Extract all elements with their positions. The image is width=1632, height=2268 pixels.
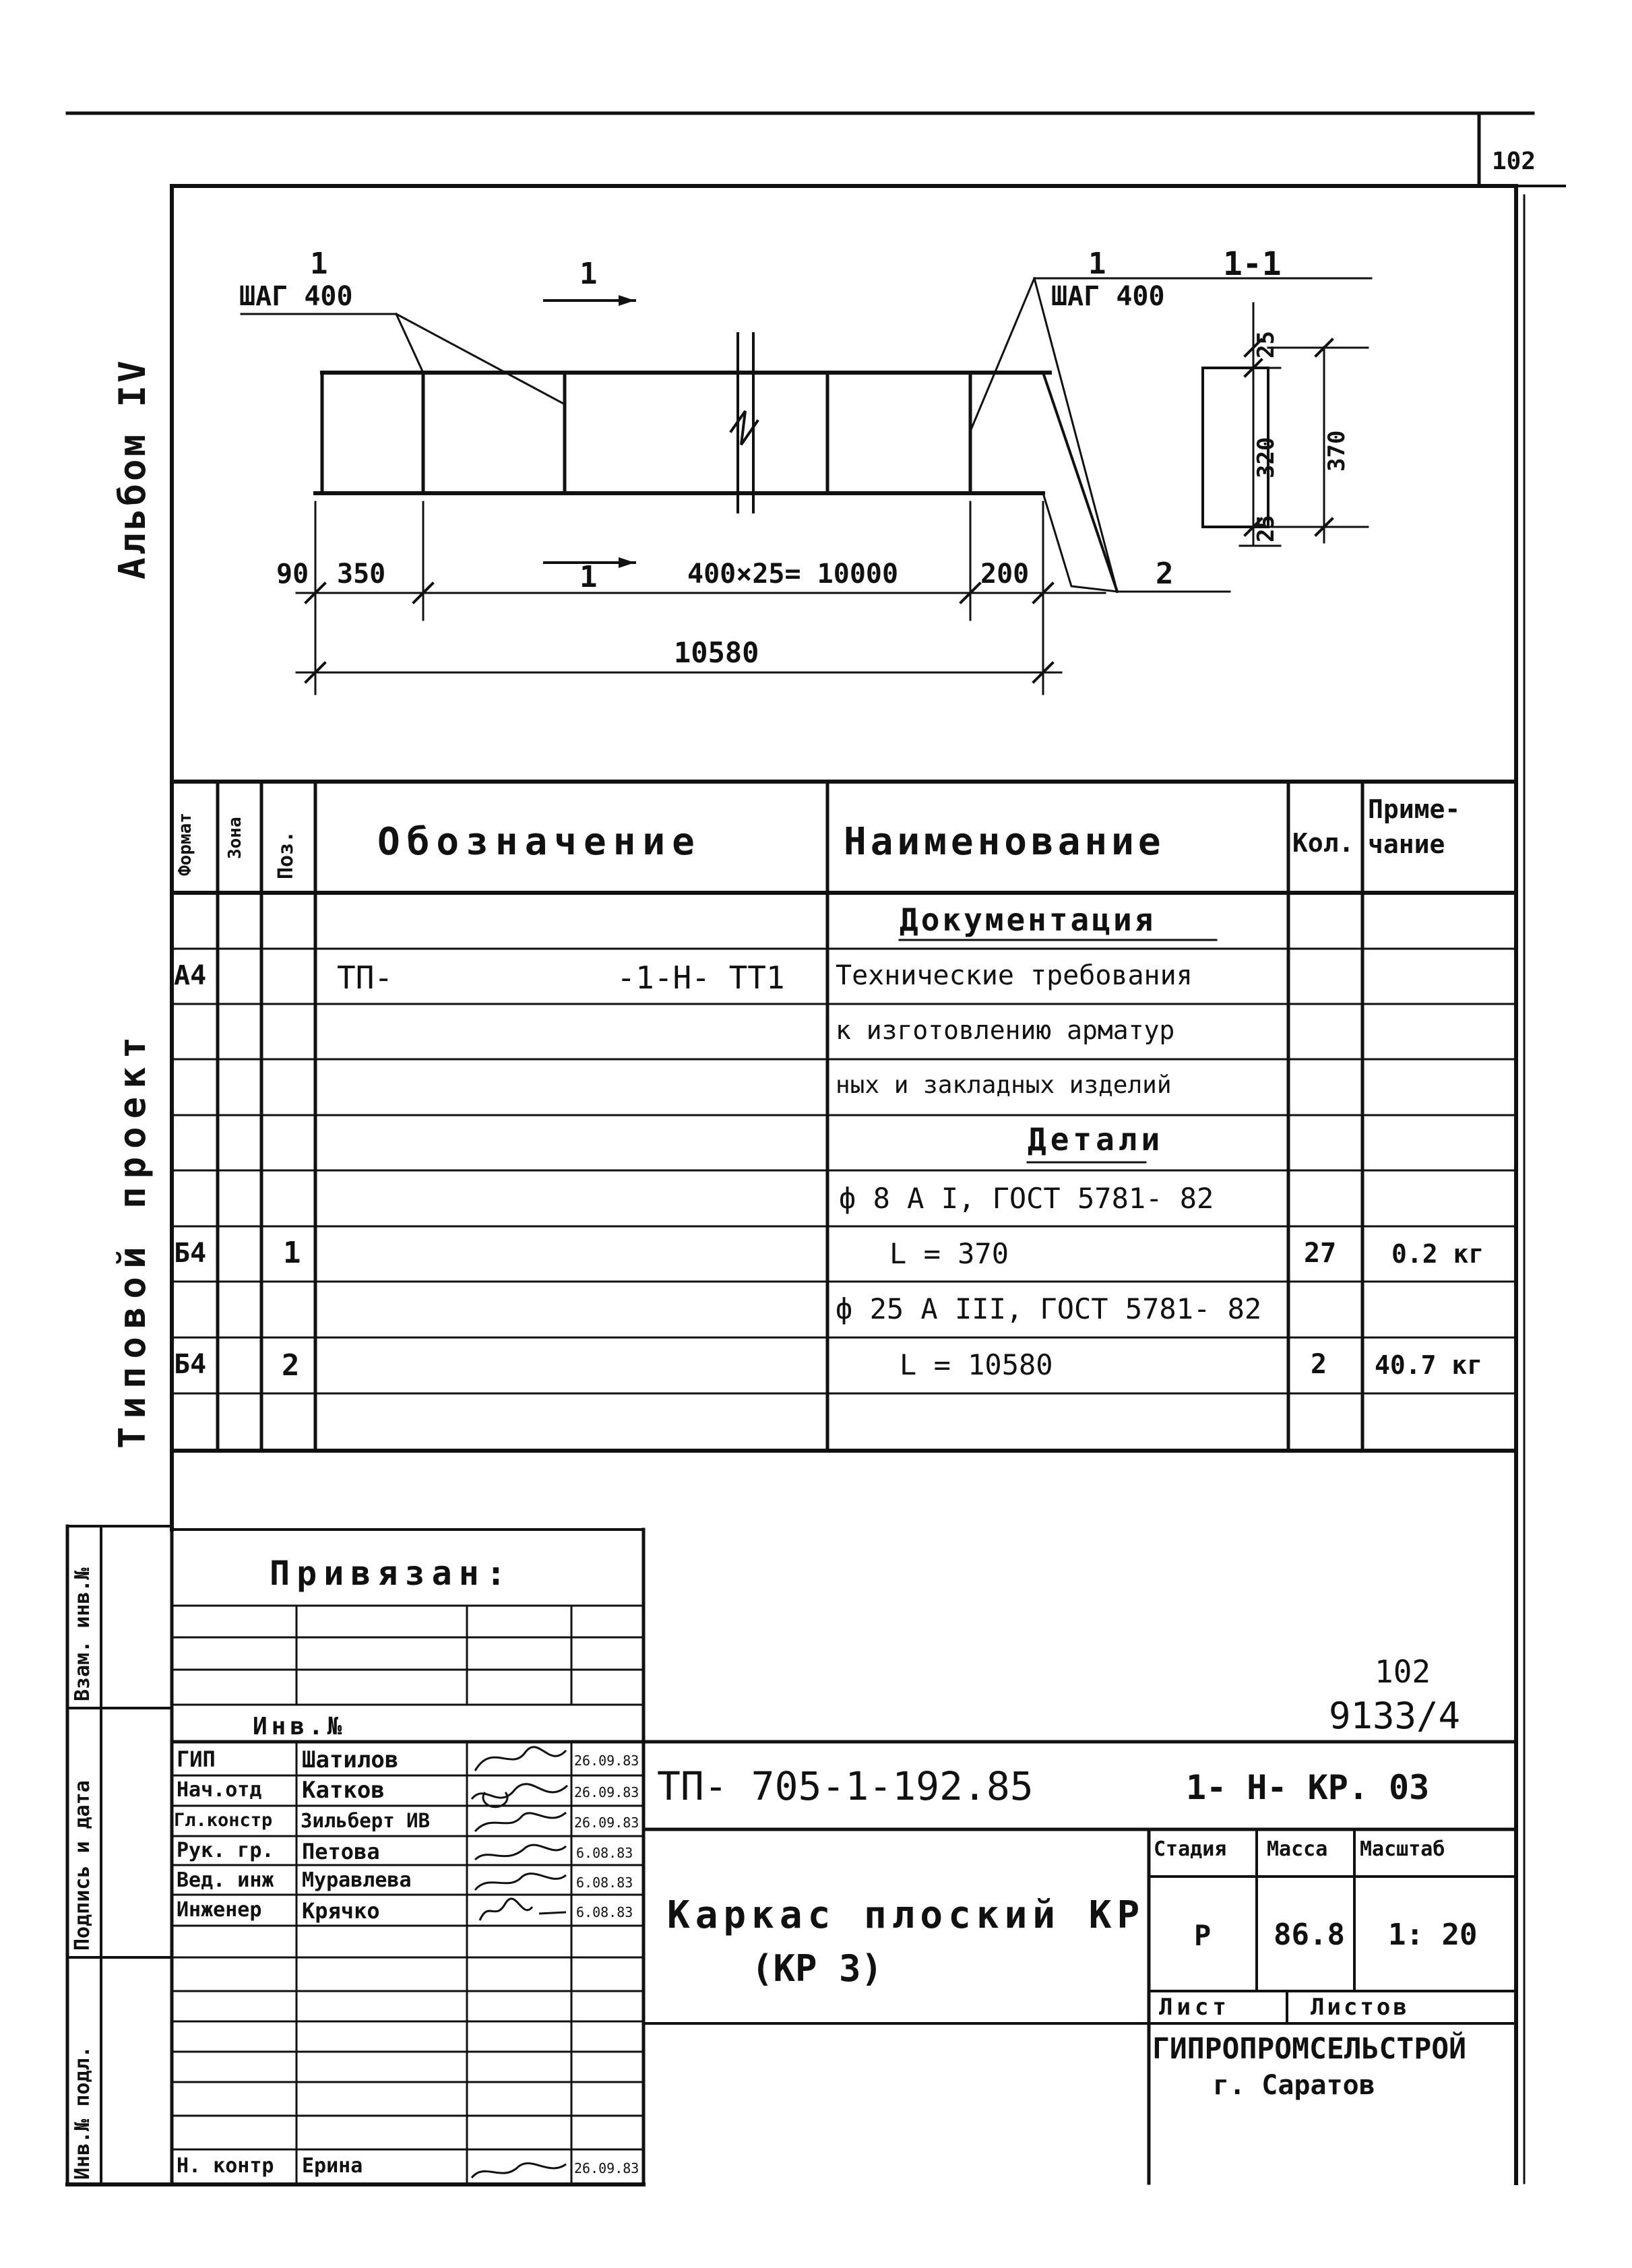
dim-90: 90 [276, 559, 309, 590]
organization-city: г. Саратов [1213, 2070, 1375, 2101]
section-mark-bottom: 1 [579, 560, 598, 594]
header-format: Формат [175, 813, 195, 876]
sec-dim-320: 320 [1253, 437, 1280, 478]
row-pos: 1 [283, 1236, 301, 1270]
row-name: ных и закладных изделий [836, 1071, 1172, 1099]
signatures [472, 1747, 567, 2178]
signer-name: Шатилов [302, 1746, 399, 1773]
header-pos: Поз. [274, 830, 298, 879]
sec-dim-25-bottom: 25 [1253, 515, 1280, 542]
side-label-inv-vzam: Взам. инв.№ [71, 1567, 94, 1701]
section-1-1-title: 1-1 [1223, 245, 1282, 283]
signer-role: Вед. инж [177, 1868, 274, 1892]
dim-200: 200 [980, 559, 1030, 590]
side-label-podpis-data: Подпись и дата [71, 1780, 94, 1951]
signer-role: Инженер [177, 1898, 262, 1922]
signer-role: Н. контр [177, 2154, 274, 2178]
row-name: L = 370 [889, 1237, 1009, 1270]
header-note: Приме-чание [1368, 794, 1461, 859]
signer-role: Гл.констр [174, 1810, 273, 1831]
row-name: к изготовлению арматур [836, 1015, 1175, 1045]
stage-value: Р [1194, 1919, 1212, 1952]
side-label-inv-podl: Инв.№ подл. [71, 2046, 94, 2180]
document-code-suffix: 1- Н- КР. 03 [1186, 1768, 1430, 1807]
header-qty: Кол. [1292, 828, 1354, 858]
row-name: L = 10580 [900, 1348, 1053, 1381]
dim-span: 400×25= 10000 [687, 559, 899, 590]
signer-date: 6.08.83 [576, 1875, 633, 1891]
dim-total: 10580 [674, 636, 759, 669]
row-designation: ТП- -1-Н- ТТ1 [337, 959, 785, 996]
signer-role: Нач.отд [177, 1778, 262, 1802]
row-format: А4 [174, 960, 207, 991]
row-format: Б4 [174, 1238, 207, 1269]
drawing-title: Каркас плоский КР [667, 1893, 1145, 1937]
mass-value: 86.8 [1274, 1918, 1345, 1952]
signer-date: 6.08.83 [576, 1845, 633, 1861]
signer-role: Рук. гр. [177, 1839, 274, 1862]
leader-right-number: 1 [1088, 247, 1106, 281]
signer-date: 26.09.83 [574, 1815, 639, 1831]
row-name: ф 25 А III, ГОСТ 5781- 82 [836, 1292, 1262, 1325]
row-name: Технические требования [836, 960, 1193, 991]
stamp-sheet-ref: 102 [1375, 1653, 1431, 1690]
sheets-label: Листов [1311, 1994, 1410, 2021]
side-label-project: Типовой проект [111, 1028, 154, 1449]
row-pos: 2 [282, 1348, 300, 1383]
row-note: 0.2 кг [1391, 1239, 1484, 1269]
scale-value: 1: 20 [1388, 1918, 1478, 1952]
header-name: Наименование [844, 820, 1165, 864]
leader-right-text: ШАГ 400 [1051, 281, 1165, 312]
page-number: 102 [1492, 148, 1536, 175]
inv-number-label: Инв.№ [253, 1713, 346, 1740]
signer-name: Катков [302, 1777, 385, 1804]
signer-name: Петова [302, 1839, 380, 1864]
signer-name: Зильберт ИВ [301, 1809, 431, 1832]
dim-350: 350 [337, 559, 386, 590]
row-name: Документация [900, 902, 1156, 938]
sec-dim-25-top: 25 [1253, 331, 1280, 358]
side-label-album: Альбом IV [111, 358, 154, 579]
signer-date: 6.08.83 [576, 1904, 633, 1920]
row-qty: 2 [1311, 1349, 1327, 1380]
stamp-archive-number: 9133/4 [1329, 1695, 1461, 1737]
scale-label: Масштаб [1360, 1837, 1445, 1861]
signer-name: Крячко [302, 1898, 380, 1924]
leader-left-text: ШАГ 400 [239, 281, 353, 312]
row-qty: 27 [1304, 1238, 1337, 1269]
signer-name: Муравлева [302, 1868, 412, 1892]
header-designation: Обозначение [377, 820, 701, 864]
leader-pos2-label: 2 [1156, 557, 1174, 591]
leader-left-number: 1 [310, 247, 328, 281]
row-name: Детали [1028, 1121, 1164, 1158]
organization-name: ГИПРОПРОМСЕЛЬСТРОЙ [1152, 2032, 1466, 2066]
stage-label: Стадия [1154, 1837, 1227, 1861]
sec-dim-370: 370 [1323, 430, 1350, 472]
mass-label: Масса [1267, 1837, 1328, 1861]
row-format: Б4 [174, 1349, 207, 1380]
signer-role: ГИП [177, 1746, 216, 1772]
signer-date: 26.09.83 [574, 1753, 639, 1769]
section-mark-top: 1 [579, 257, 598, 291]
signer-date: 26.09.83 [574, 2160, 639, 2176]
signer-date: 26.09.83 [574, 1784, 639, 1800]
row-name: ф 8 А I, ГОСТ 5781- 82 [839, 1182, 1214, 1215]
drawing-subtitle: (КР 3) [751, 1947, 883, 1990]
document-code: ТП- 705-1-192.85 [657, 1763, 1034, 1809]
row-note: 40.7 кг [1375, 1350, 1483, 1380]
sheet-label: Лист [1159, 1994, 1230, 2021]
privyazan-label: Привязан: [270, 1554, 513, 1593]
header-zone: Зона [225, 817, 245, 859]
signer-name: Ерина [302, 2154, 363, 2178]
